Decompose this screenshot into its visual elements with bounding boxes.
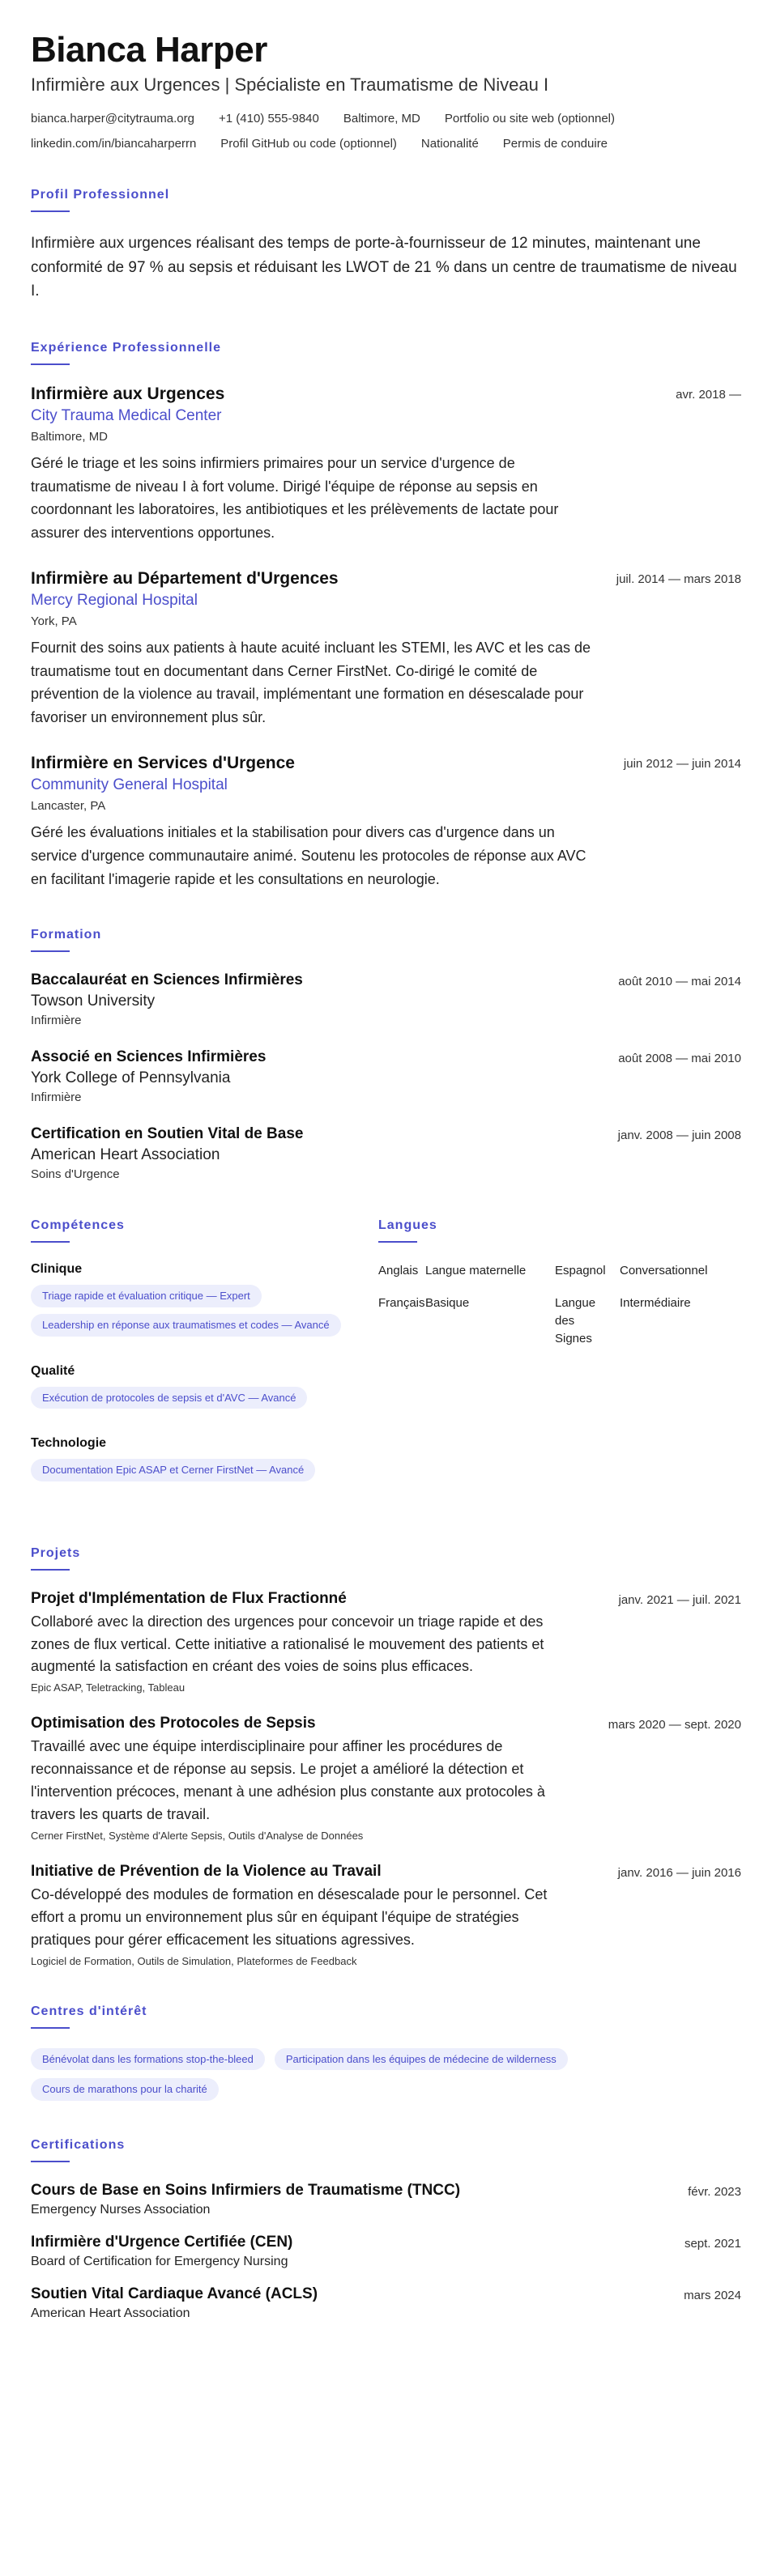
- education-degree: Baccalauréat en Sciences Infirmières: [31, 971, 303, 989]
- interest-chip: Cours de marathons pour la charité: [31, 2078, 219, 2101]
- contact-list: [31, 112, 741, 151]
- contact-portfolio[interactable]: Portfolio ou site web (optionnel): [444, 112, 616, 126]
- skill-chip: Exécution de protocoles de sepsis et d'AVC — Avancé: [31, 1387, 307, 1409]
- project-title: Optimisation des Protocoles de Sepsis: [31, 1715, 316, 1732]
- skill-chip: Triage rapide et évaluation critique — Expert: [31, 1285, 262, 1307]
- profile-section: [31, 188, 741, 303]
- experience-entry: [31, 569, 741, 729]
- job-description: Géré les évaluations initiales et la stabilisation pour divers cas d'urgence dans un service d'urgence communautaire animé. Soutenu les protocoles de réponse aux AVC en facilitant l'imagerie rapide et les consultations en neurologie.: [31, 824, 586, 887]
- job-role: Infirmière aux Urgences: [31, 384, 225, 403]
- education-section: [31, 928, 741, 1181]
- education-date: août 2010 — mai 2014: [618, 975, 741, 989]
- job-date: juil. 2014 — mars 2018: [616, 572, 741, 586]
- experience-section: [31, 341, 741, 891]
- education-school: York College of Pennsylvania: [31, 1069, 231, 1087]
- project-entry: [31, 1715, 741, 1842]
- interests-section: [31, 2004, 741, 2101]
- section-divider: [31, 1241, 70, 1243]
- skills-section: [31, 1218, 346, 1508]
- languages-section: [378, 1218, 741, 1508]
- project-tech: Logiciel de Formation, Outils de Simulation, Plateformes de Feedback: [31, 1954, 357, 1967]
- skill-chip-list: [31, 1285, 346, 1342]
- job-description: Fournit des soins aux patients à haute acuité incluant les STEMI, les AVC et les cas de traumatisme tout en documentant dans Cerner FirstNet. Co-dirigé le comité de prévention de la violence au travail, implémentant une formation en désescalade pour favoriser un environnement plus sûr.: [31, 639, 591, 726]
- project-tech: Cerner FirstNet, Système d'Alerte Sepsis, Outils d'Analyse de Données: [31, 1829, 364, 1842]
- project-date: janv. 2021 — juil. 2021: [618, 1592, 741, 1607]
- skills-languages-row: [31, 1218, 741, 1508]
- education-date: janv. 2008 — juin 2008: [617, 1129, 741, 1143]
- section-title: Centres d'intérêt: [31, 2004, 147, 2018]
- contact-github[interactable]: Profil GitHub ou code (optionnel): [220, 137, 397, 151]
- skill-chip-list: [31, 1387, 346, 1416]
- certification-entry: [31, 2285, 741, 2321]
- education-entry: [31, 1125, 741, 1181]
- section-title: Projets: [31, 1545, 81, 1560]
- education-field: Infirmière: [31, 1014, 82, 1028]
- education-date: août 2008 — mai 2010: [618, 1052, 741, 1066]
- job-company: Community General Hospital: [31, 776, 228, 794]
- section-title: Compétences: [31, 1218, 125, 1233]
- projects-section: [31, 1546, 741, 1967]
- skill-chip: Documentation Epic ASAP et Cerner FirstNet — Avancé: [31, 1459, 315, 1481]
- job-date: juin 2012 — juin 2014: [623, 757, 741, 772]
- project-entry: [31, 1590, 741, 1694]
- education-entry: [31, 1048, 741, 1104]
- project-date: janv. 2016 — juin 2016: [617, 1865, 741, 1880]
- project-description: Collaboré avec la direction des urgences pour concevoir un triage rapide et des zones de flux vertical. Cette initiative a rationalisé le mouvement des patients et augmenté la satisfaction en créant des voies de soins plus efficaces.: [31, 1613, 544, 1675]
- job-location: Baltimore, MD: [31, 429, 109, 444]
- interest-chip: Participation dans les équipes de médecine de wilderness: [275, 2048, 568, 2071]
- education-school: Towson University: [31, 993, 156, 1010]
- section-title: Certifications: [31, 2137, 126, 2152]
- skill-chip-list: [31, 1459, 346, 1488]
- certification-name: Cours de Base en Soins Infirmiers de Traumatisme (TNCC): [31, 2181, 461, 2199]
- language-name: Langue des Signes: [555, 1296, 596, 1345]
- section-divider: [31, 2027, 70, 2029]
- section-title: Profil Professionnel: [31, 188, 170, 202]
- certifications-section: [31, 2138, 741, 2321]
- interest-chip: Bénévolat dans les formations stop-the-bleed: [31, 2048, 265, 2071]
- project-title: Projet d'Implémentation de Flux Fractionné: [31, 1589, 347, 1607]
- language-list: [378, 1262, 741, 1347]
- project-title: Initiative de Prévention de la Violence au Travail: [31, 1862, 382, 1880]
- section-divider: [31, 210, 70, 212]
- education-degree: Certification en Soutien Vital de Base: [31, 1125, 304, 1143]
- job-description: Géré le triage et les soins infirmiers primaires pour un service d'urgence de traumatisme de niveau I à fort volume. Dirigé l'équipe de réponse au sepsis en coordonnant les laboratoires, les antibiotiques et les prélèvements de lactate pour assurer des interventions opportunes.: [31, 454, 559, 542]
- section-title: Formation: [31, 928, 102, 942]
- job-location: Lancaster, PA: [31, 799, 106, 814]
- certification-date: mars 2024: [684, 2288, 741, 2302]
- certification-date: sept. 2021: [684, 2236, 741, 2251]
- section-title: Langues: [378, 1218, 437, 1233]
- candidate-headline: Infirmière aux Urgences | Spécialiste en Traumatisme de Niveau I: [31, 74, 549, 96]
- language-level: Conversationnel: [620, 1264, 708, 1278]
- education-field: Soins d'Urgence: [31, 1167, 120, 1182]
- contact-linkedin[interactable]: linkedin.com/in/biancaharperrn: [31, 137, 197, 151]
- section-divider: [31, 363, 70, 365]
- interest-chip-list: [31, 2048, 695, 2101]
- job-company: Mercy Regional Hospital: [31, 591, 198, 609]
- certification-name: Soutien Vital Cardiaque Avancé (ACLS): [31, 2285, 318, 2302]
- language-level: Basique: [425, 1296, 470, 1311]
- contact-phone[interactable]: +1 (410) 555-9840: [219, 112, 319, 126]
- job-company: City Trauma Medical Center: [31, 406, 222, 424]
- profile-summary: Infirmière aux urgences réalisant des temps de porte-à-fournisseur de 12 minutes, maintenant une conformité de 97 % au sepsis et réduisant les LWOT de 21 % dans un centre de traumatisme de niveau I.: [31, 235, 737, 300]
- job-role: Infirmière au Département d'Urgences: [31, 568, 339, 588]
- contact-license: Permis de conduire: [502, 137, 608, 151]
- certification-issuer: American Heart Association: [31, 2306, 190, 2320]
- language-level: Langue maternelle: [425, 1264, 527, 1278]
- section-divider: [31, 1569, 70, 1571]
- project-tech: Epic ASAP, Teletracking, Tableau: [31, 1681, 186, 1694]
- candidate-name: Bianca Harper: [31, 30, 267, 70]
- resume-header: [31, 31, 741, 151]
- education-school: American Heart Association: [31, 1146, 220, 1164]
- job-date: avr. 2018 —: [676, 387, 741, 402]
- skill-chip: Leadership en réponse aux traumatismes et codes — Avancé: [31, 1314, 341, 1337]
- certification-date: févr. 2023: [688, 2184, 741, 2199]
- education-field: Infirmière: [31, 1090, 82, 1105]
- certification-entry: [31, 2182, 741, 2217]
- language-name: Anglais: [378, 1264, 419, 1278]
- job-location: York, PA: [31, 614, 77, 628]
- job-role: Infirmière en Services d'Urgence: [31, 754, 295, 773]
- certification-name: Infirmière d'Urgence Certifiée (CEN): [31, 2233, 293, 2251]
- project-description: Travaillé avec une équipe interdisciplinaire pour affiner les procédures de reconnaissance et de réponse au sepsis. Le projet a amélioré la détection et l'intervention précoces, menant à une adhésion plus constante aux protocoles à travers les quarts de travail.: [31, 1738, 545, 1822]
- project-description: Co-développé des modules de formation en désescalade pour le personnel. Cet effort a promu un environnement plus sûr en équipant l'équipe de stratégies pratiques pour gérer efficacement les situations agressives.: [31, 1885, 548, 1948]
- skill-category: Clinique: [31, 1262, 83, 1277]
- section-divider: [378, 1241, 417, 1243]
- contact-nationality: Nationalité: [420, 137, 479, 151]
- contact-location: Baltimore, MD: [343, 112, 420, 126]
- certification-entry: [31, 2234, 741, 2269]
- experience-entry: [31, 754, 741, 891]
- experience-entry: [31, 385, 741, 545]
- contact-email[interactable]: bianca.harper@citytrauma.org: [31, 112, 194, 126]
- section-divider: [31, 2161, 70, 2162]
- certification-issuer: Emergency Nurses Association: [31, 2202, 211, 2217]
- language-name: Espagnol: [555, 1264, 606, 1278]
- education-entry: [31, 971, 741, 1027]
- project-entry: [31, 1863, 741, 1967]
- education-degree: Associé en Sciences Infirmières: [31, 1048, 267, 1066]
- project-date: mars 2020 — sept. 2020: [608, 1718, 741, 1732]
- certification-issuer: Board of Certification for Emergency Nursing: [31, 2254, 288, 2268]
- section-title: Expérience Professionnelle: [31, 340, 221, 355]
- language-level: Intermédiaire: [620, 1296, 691, 1311]
- skill-category: Technologie: [31, 1436, 107, 1451]
- skill-category: Qualité: [31, 1363, 75, 1378]
- section-divider: [31, 950, 70, 952]
- language-name: Français: [378, 1296, 425, 1311]
